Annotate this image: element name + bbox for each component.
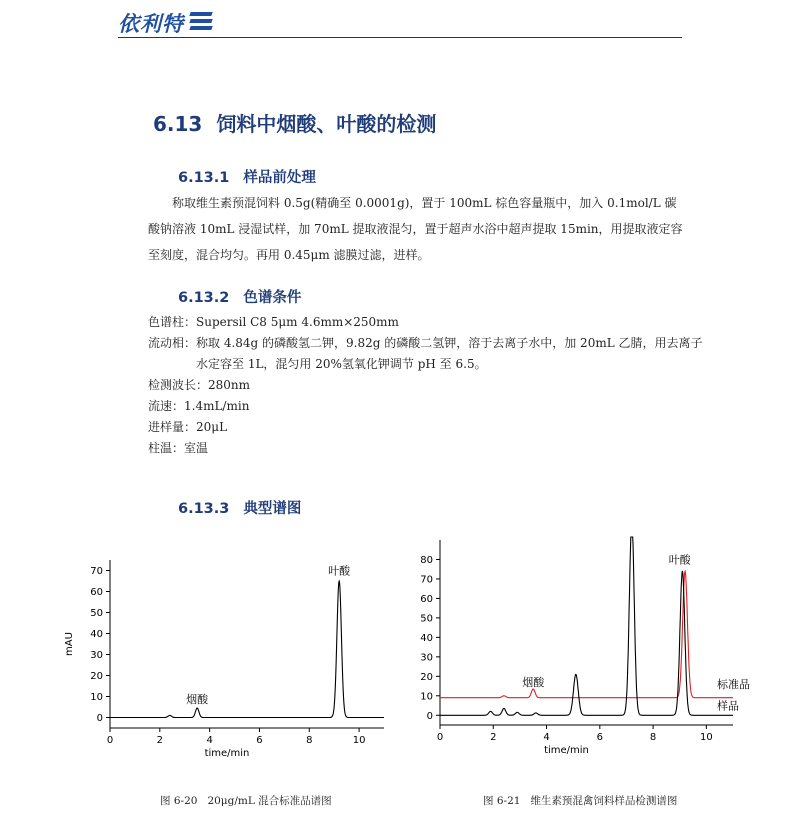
y-tick-label: 0 <box>96 713 103 724</box>
peak-annotation: 样品 <box>717 699 740 713</box>
condition-column: 色谱柱：Supersil C8 5μm 4.6mm×250mm <box>148 315 399 329</box>
y-tick-label: 10 <box>90 692 103 703</box>
x-tick-label: 8 <box>649 732 657 743</box>
x-axis-label: time/min <box>204 748 250 759</box>
x-tick-label: 4 <box>206 735 213 746</box>
y-tick-label: 10 <box>420 691 433 703</box>
y-tick-label: 0 <box>426 710 433 722</box>
y-tick-label: 30 <box>90 650 103 661</box>
subsection-title: 典型谱图 <box>243 501 302 517</box>
subsection-title: 样品前处理 <box>243 170 316 186</box>
x-tick-label: 2 <box>490 732 497 743</box>
x-tick-label: 10 <box>699 732 713 743</box>
condition-mobile-phase: 流动相：称取 4.84g 的磷酸氢二钾，9.82g 的磷酸二氢钾，溶于去离子水中，加 20mL 乙腈，用去离子 <box>148 336 703 350</box>
figure-caption-6-21 <box>483 793 677 808</box>
section-number: 6.13 <box>153 112 203 136</box>
y-tick-label: 40 <box>90 629 103 640</box>
sample-prep-paragraph: 称取维生素预混饲料 0.5g(精确至 0.0001g)，置于 100mL 棕色容量瓶中，加入 0.1mol/L 碳酸钠溶液 10mL 浸湿试样，加 70mL 提取液混匀，置于超声水浴中超声提取 15min，用提取液定容至刻度，混合均匀。再用 0.45μm 滤膜过滤，进样。 <box>148 196 683 262</box>
y-tick-label: 50 <box>90 608 103 619</box>
figure-caption-text: 维生素预混禽饲料样品检测谱图 <box>530 795 678 807</box>
condition-mobile-phase-cont: 水定容至 1L，混匀用 20%氢氧化钾调节 pH 至 6.5。 <box>196 357 487 371</box>
y-tick-label: 70 <box>90 566 103 577</box>
chart-0 <box>64 560 384 759</box>
condition-injection: 进样量：20μL <box>148 420 228 434</box>
chart-1 <box>420 537 750 756</box>
peak-annotation: 标准品 <box>717 678 751 691</box>
series-line <box>110 581 384 717</box>
y-tick-label: 20 <box>420 671 433 683</box>
y-tick-label: 60 <box>420 593 433 605</box>
section-title: 饲料中烟酸、叶酸的检测 <box>216 112 437 136</box>
x-axis-label: time/min <box>544 745 589 756</box>
x-tick-label: 0 <box>436 732 444 743</box>
condition-flow: 流速：1.4mL/min <box>148 399 250 413</box>
y-tick-label: 20 <box>90 671 103 682</box>
subsection-number: 6.13.3 <box>178 501 230 517</box>
figure-number: 图 6-21 <box>483 795 521 807</box>
y-tick-label: 70 <box>420 574 433 586</box>
x-tick-label: 6 <box>596 732 604 743</box>
condition-wavelength: 检测波长：280nm <box>148 378 251 392</box>
figure-caption-6-20 <box>160 793 332 808</box>
x-tick-label: 2 <box>156 735 164 746</box>
logo-text: 依利特 <box>118 12 184 36</box>
peak-annotation: 叶酸 <box>328 564 351 578</box>
subsection-title: 色谱条件 <box>243 290 302 306</box>
figure-number: 图 6-20 <box>160 795 198 807</box>
y-tick-label: 30 <box>420 652 433 664</box>
x-tick-label: 0 <box>106 735 114 746</box>
peak-annotation: 烟酸 <box>186 692 209 706</box>
y-tick-label: 50 <box>420 613 433 625</box>
series-line-0 <box>440 571 733 698</box>
y-tick-label: 60 <box>90 587 103 598</box>
subsection-number: 6.13.2 <box>178 290 230 306</box>
figure-caption-text: 20μg/mL 混合标准品谱图 <box>207 795 332 807</box>
peak-annotation: 烟酸 <box>522 676 545 690</box>
subsection-number: 6.13.1 <box>178 170 230 186</box>
x-tick-label: 10 <box>352 735 366 746</box>
x-tick-label: 6 <box>256 735 263 746</box>
x-tick-label: 4 <box>543 732 550 743</box>
condition-temperature: 柱温：室温 <box>148 441 209 455</box>
peak-annotation: 叶酸 <box>668 553 691 567</box>
y-tick-label: 80 <box>420 554 433 566</box>
y-axis-label: mAU <box>64 632 75 656</box>
x-tick-label: 8 <box>306 735 313 746</box>
y-tick-label: 40 <box>420 632 433 644</box>
